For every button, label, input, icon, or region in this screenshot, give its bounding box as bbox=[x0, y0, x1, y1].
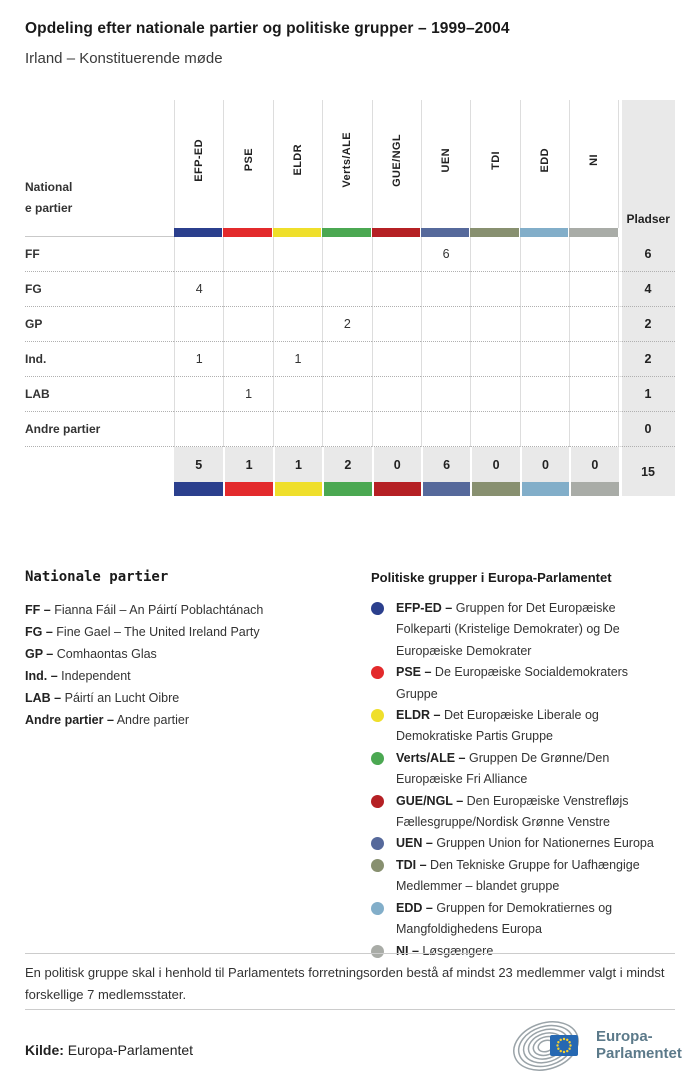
group-color-dot bbox=[371, 602, 384, 615]
table-cell bbox=[421, 412, 470, 447]
table-cell bbox=[569, 342, 618, 377]
seats-cell-fg: 4 bbox=[619, 272, 675, 307]
column-header-label: TDI bbox=[489, 150, 502, 170]
table-cell bbox=[421, 377, 470, 412]
total-cell: 0 bbox=[372, 447, 421, 482]
divider bbox=[25, 953, 675, 954]
source-line bbox=[25, 1042, 193, 1058]
row-header-line1: National bbox=[25, 180, 73, 194]
table-cell bbox=[223, 237, 272, 272]
party-abbr: Ind. – bbox=[25, 669, 58, 683]
legend-group-item bbox=[371, 898, 677, 941]
source-label: Kilde: bbox=[25, 1042, 64, 1058]
group-color-bar-efp-ed bbox=[174, 228, 223, 237]
table-cell: 2 bbox=[322, 307, 371, 342]
page-title: Opdeling efter nationale partier og politiske grupper – 1999–2004 bbox=[25, 20, 510, 37]
table-cell bbox=[520, 307, 569, 342]
column-header-pladser bbox=[619, 100, 675, 237]
source-value: Europa-Parlamentet bbox=[67, 1042, 194, 1058]
totals-row-spacer bbox=[25, 447, 174, 482]
table-cell bbox=[223, 342, 272, 377]
table-cell bbox=[470, 342, 519, 377]
row-label-ind: Ind. bbox=[25, 342, 174, 377]
group-color-dot bbox=[371, 945, 384, 958]
legend-group-text bbox=[396, 705, 668, 748]
group-color-dot bbox=[371, 837, 384, 850]
party-abbr: GP – bbox=[25, 647, 54, 661]
table-cell bbox=[520, 342, 569, 377]
table-cell: 1 bbox=[223, 377, 272, 412]
row-label-gp: GP bbox=[25, 307, 174, 342]
legend-group-text bbox=[396, 898, 668, 941]
seats-table bbox=[25, 100, 675, 496]
group-color-bar-gue-ngl bbox=[372, 482, 421, 496]
table-cell bbox=[372, 377, 421, 412]
legend-group-text bbox=[396, 791, 668, 834]
legend-national-item bbox=[25, 599, 355, 621]
divider bbox=[25, 1009, 675, 1010]
seats-cell-andre-partier: 0 bbox=[619, 412, 675, 447]
table-cell bbox=[569, 377, 618, 412]
legend-group-item bbox=[371, 941, 677, 962]
group-color-bar-pse bbox=[223, 482, 272, 496]
table-cell bbox=[273, 412, 322, 447]
total-cell: 0 bbox=[569, 447, 618, 482]
table-cell bbox=[421, 272, 470, 307]
table-cell bbox=[520, 377, 569, 412]
group-abbr: UEN – bbox=[396, 836, 433, 851]
column-header-eldr bbox=[273, 100, 322, 228]
column-header-label: PSE bbox=[242, 148, 255, 172]
table-cell bbox=[569, 412, 618, 447]
group-color-dot bbox=[371, 709, 384, 722]
group-abbr: PSE – bbox=[396, 665, 432, 680]
seats-cell-ind: 2 bbox=[619, 342, 675, 377]
total-seats-cell: 15 bbox=[619, 447, 675, 496]
logo-text-line2: Parlamentet bbox=[596, 1045, 682, 1062]
party-abbr: FG – bbox=[25, 625, 53, 639]
legend-group-text bbox=[396, 833, 668, 854]
legend-group-item bbox=[371, 855, 677, 898]
table-cell bbox=[322, 272, 371, 307]
column-header-label: NI bbox=[587, 154, 600, 166]
table-cell bbox=[322, 237, 371, 272]
table-cell bbox=[569, 237, 618, 272]
group-name: Den Europæiske Venstrefløjs Fællesgruppe/Nordisk Grønne Venstre bbox=[396, 793, 629, 830]
seats-cell-lab: 1 bbox=[619, 377, 675, 412]
legend-group-text bbox=[396, 941, 668, 962]
table-cell bbox=[273, 272, 322, 307]
column-header-label: ELDR bbox=[291, 144, 304, 176]
legend-national-item bbox=[25, 643, 355, 665]
table-cell bbox=[569, 272, 618, 307]
logo-text-line1: Europa- bbox=[596, 1028, 653, 1045]
row-label-lab: LAB bbox=[25, 377, 174, 412]
table-cell bbox=[322, 412, 371, 447]
row-label-ff: FF bbox=[25, 237, 174, 272]
legend-group-text bbox=[396, 748, 668, 791]
group-abbr: GUE/NGL – bbox=[396, 793, 464, 808]
table-cell: 1 bbox=[174, 342, 223, 377]
column-header-ni bbox=[569, 100, 618, 228]
group-abbr: EFP-ED – bbox=[396, 601, 453, 615]
seats-cell-gp: 2 bbox=[619, 307, 675, 342]
legend-group-item bbox=[371, 748, 677, 791]
row-header-line2: e partier bbox=[25, 201, 73, 215]
party-name: Andre partier bbox=[116, 713, 189, 727]
bottom-bar-spacer bbox=[25, 482, 174, 496]
group-abbr: ELDR – bbox=[396, 708, 441, 723]
group-color-dot bbox=[371, 795, 384, 808]
table-cell bbox=[520, 412, 569, 447]
column-header-label: EFP-ED bbox=[193, 138, 206, 182]
table-cell bbox=[322, 377, 371, 412]
legend-group-text bbox=[396, 598, 668, 662]
legend-national-item bbox=[25, 709, 355, 731]
group-color-bar-edd bbox=[520, 482, 569, 496]
group-abbr: NI – bbox=[396, 943, 419, 958]
party-name: Comhaontas Glas bbox=[56, 647, 157, 661]
group-color-bar-ni bbox=[569, 482, 618, 496]
group-color-bar-uen bbox=[421, 482, 470, 496]
table-cell bbox=[372, 307, 421, 342]
legend-group-item bbox=[371, 598, 677, 662]
group-abbr: Verts/ALE – bbox=[396, 750, 466, 765]
group-color-dot bbox=[371, 666, 384, 679]
table-cell bbox=[470, 307, 519, 342]
group-color-bar-pse bbox=[223, 228, 272, 237]
table-cell bbox=[470, 412, 519, 447]
group-color-bar-tdi bbox=[470, 228, 519, 237]
column-header-label: UEN bbox=[440, 147, 453, 173]
column-header-edd bbox=[520, 100, 569, 228]
row-header bbox=[25, 100, 174, 237]
row-label-andre-partier: Andre partier bbox=[25, 412, 174, 447]
party-name: Independent bbox=[61, 669, 131, 683]
group-color-bar-gue-ngl bbox=[372, 228, 421, 237]
party-abbr: LAB – bbox=[25, 691, 62, 705]
legend-group-text bbox=[396, 855, 668, 898]
group-color-bar-ni bbox=[569, 228, 618, 237]
table-cell: 4 bbox=[174, 272, 223, 307]
party-abbr: Andre partier – bbox=[25, 713, 114, 727]
column-header-gue-ngl bbox=[372, 100, 421, 228]
logo-text bbox=[596, 1028, 682, 1062]
table-cell bbox=[470, 377, 519, 412]
legend-group-item bbox=[371, 791, 677, 834]
legend-national-item bbox=[25, 665, 355, 687]
table-cell: 1 bbox=[273, 342, 322, 377]
group-name: Gruppen for Det Europæiske Folkeparti (Kristelige Demokrater) og De Europæiske Demokrater bbox=[396, 601, 620, 658]
group-name: Den Tekniske Gruppe for Uafhængige Medlemmer – blandet gruppe bbox=[396, 857, 640, 894]
table-cell bbox=[223, 307, 272, 342]
table-cell bbox=[174, 377, 223, 412]
total-cell: 5 bbox=[174, 447, 223, 482]
european-parliament-logo bbox=[512, 1019, 682, 1071]
group-name: Gruppen De Grønne/Den Europæiske Fri Alliance bbox=[396, 750, 610, 787]
table-cell bbox=[372, 412, 421, 447]
hemicycle-icon bbox=[512, 1019, 590, 1071]
total-cell: 6 bbox=[421, 447, 470, 482]
group-color-dot bbox=[371, 859, 384, 872]
table-cell bbox=[223, 272, 272, 307]
legend-group-item bbox=[371, 662, 677, 705]
party-abbr: FF – bbox=[25, 603, 51, 617]
seats-cell-ff: 6 bbox=[619, 237, 675, 272]
legend-national-item bbox=[25, 621, 355, 643]
table-cell bbox=[520, 237, 569, 272]
footnote: En politisk gruppe skal i henhold til Parlamentets forretningsorden bestå af mindst 23 medlemmer valgt i mindst forskellige 7 medlemsstater. bbox=[25, 965, 665, 1002]
group-color-bar-tdi bbox=[470, 482, 519, 496]
group-abbr: TDI – bbox=[396, 857, 427, 872]
group-name: Løsgængere bbox=[422, 943, 494, 958]
row-label-fg: FG bbox=[25, 272, 174, 307]
group-name: Det Europæiske Liberale og Demokratiske Partis Gruppe bbox=[396, 708, 599, 744]
table-cell bbox=[421, 342, 470, 377]
group-color-bar-verts-ale bbox=[322, 228, 371, 237]
table-cell bbox=[470, 237, 519, 272]
group-color-bar-verts-ale bbox=[322, 482, 371, 496]
table-cell bbox=[470, 272, 519, 307]
group-color-dot bbox=[371, 752, 384, 765]
table-cell bbox=[569, 307, 618, 342]
group-color-bar-eldr bbox=[273, 228, 322, 237]
table-cell bbox=[372, 237, 421, 272]
legend-group-item bbox=[371, 705, 677, 748]
table-cell bbox=[273, 377, 322, 412]
group-color-bar-efp-ed bbox=[174, 482, 223, 496]
pladser-label: Pladser bbox=[626, 212, 670, 226]
party-name: Fianna Fáil – An Páirtí Poblachtánach bbox=[54, 603, 264, 617]
group-name: De Europæiske Socialdemokraters Gruppe bbox=[396, 665, 629, 701]
legend-national-item bbox=[25, 687, 355, 709]
group-color-bar-edd bbox=[520, 228, 569, 237]
column-header-tdi bbox=[470, 100, 519, 228]
legend-political-groups bbox=[371, 570, 677, 962]
group-color-dot bbox=[371, 902, 384, 915]
legend-national-heading: Nationale partier bbox=[25, 569, 169, 585]
total-cell: 0 bbox=[520, 447, 569, 482]
group-name: Gruppen for Demokratiernes og Mangfoldighedens Europa bbox=[396, 900, 613, 937]
table-cell bbox=[372, 272, 421, 307]
column-header-efp-ed bbox=[174, 100, 223, 228]
group-color-bar-uen bbox=[421, 228, 470, 237]
party-name: Páirtí an Lucht Oibre bbox=[64, 691, 180, 705]
total-cell: 1 bbox=[223, 447, 272, 482]
table-cell bbox=[223, 412, 272, 447]
legend-groups-heading: Politiske grupper i Europa-Parlamentet bbox=[371, 570, 612, 585]
table-cell bbox=[372, 342, 421, 377]
group-name: Gruppen Union for Nationernes Europa bbox=[436, 836, 654, 851]
page-subtitle: Irland – Konstituerende møde bbox=[25, 50, 223, 67]
total-cell: 2 bbox=[322, 447, 371, 482]
table-cell bbox=[421, 307, 470, 342]
total-cell: 0 bbox=[470, 447, 519, 482]
group-color-bar-eldr bbox=[273, 482, 322, 496]
column-header-label: GUE/NGL bbox=[390, 133, 403, 187]
column-header-uen bbox=[421, 100, 470, 228]
legend-group-text bbox=[396, 662, 668, 705]
table-cell bbox=[520, 272, 569, 307]
legend-group-item bbox=[371, 833, 677, 854]
column-header-verts-ale bbox=[322, 100, 371, 228]
table-cell bbox=[174, 412, 223, 447]
party-name: Fine Gael – The United Ireland Party bbox=[56, 625, 260, 639]
group-abbr: EDD – bbox=[396, 900, 433, 915]
column-header-label: EDD bbox=[538, 147, 551, 173]
column-header-label: Verts/ALE bbox=[341, 132, 354, 188]
table-cell bbox=[273, 307, 322, 342]
table-cell bbox=[174, 307, 223, 342]
table-cell bbox=[174, 237, 223, 272]
table-cell: 6 bbox=[421, 237, 470, 272]
total-cell: 1 bbox=[273, 447, 322, 482]
legend-national-parties bbox=[25, 569, 355, 731]
table-cell bbox=[273, 237, 322, 272]
column-header-pse bbox=[223, 100, 272, 228]
table-cell bbox=[322, 342, 371, 377]
